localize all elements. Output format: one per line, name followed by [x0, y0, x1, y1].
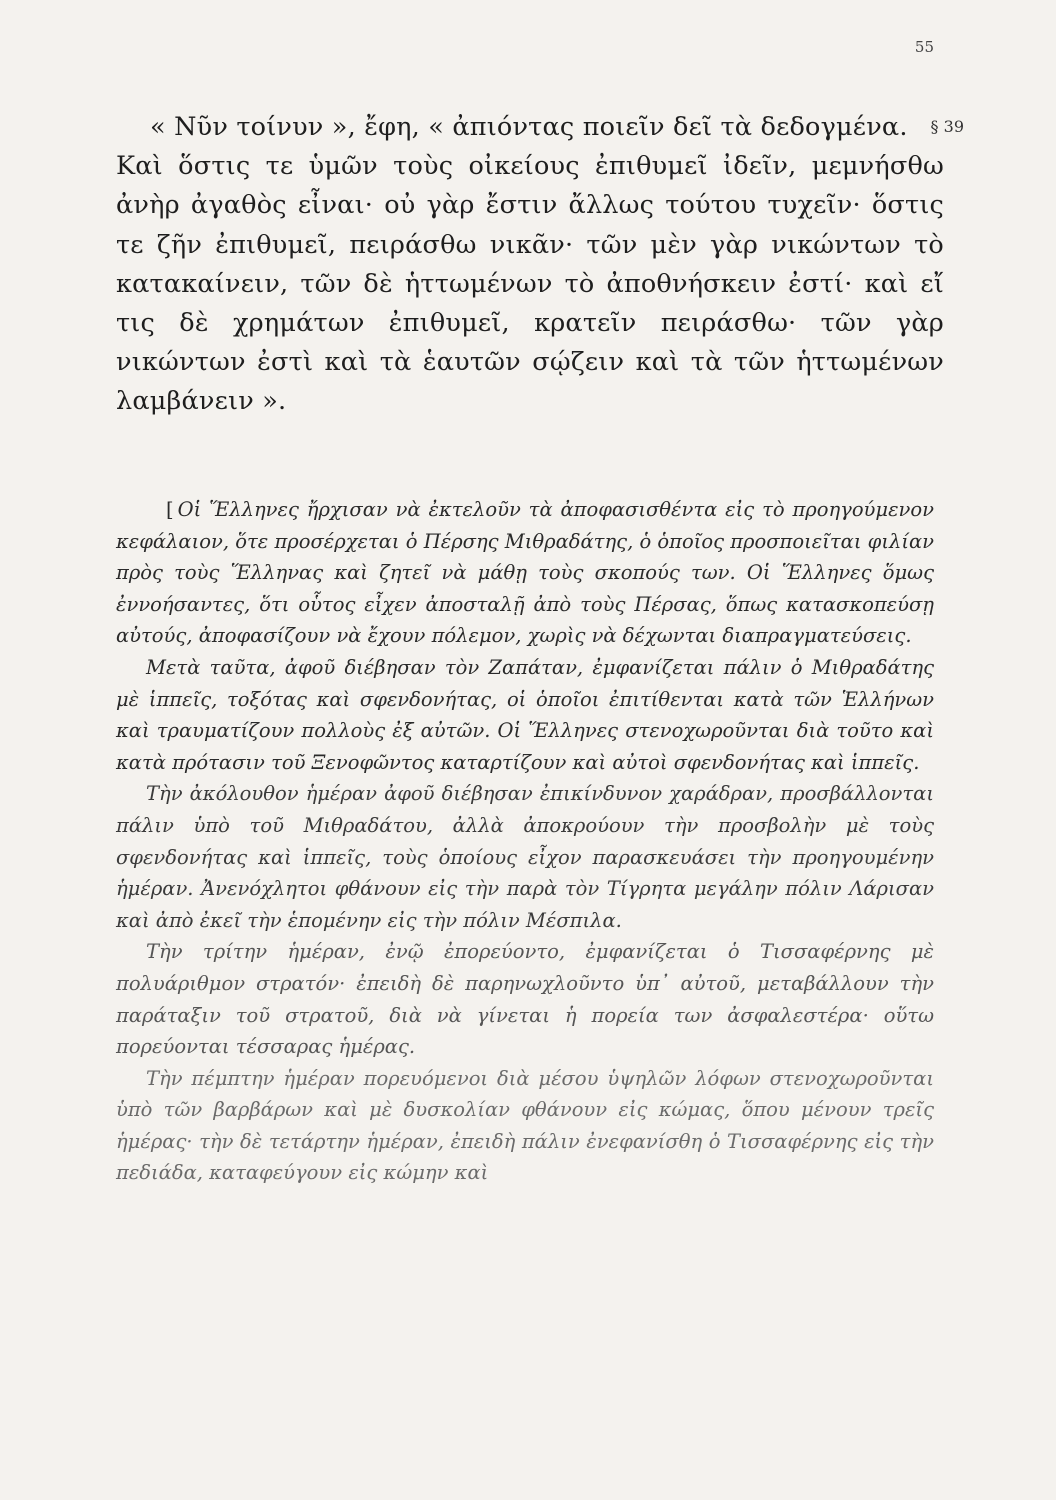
summary-paragraph: Τὴν πέμπτην ἡμέραν πορευόμενοι διὰ μέσου ὑψηλῶν λόφων στενοχωροῦνται ὑπὸ τῶν βαρβάρων καὶ μὲ δυσκολίαν φθάνουν εἰς κώμας, ὅπου μένουν τρεῖς ἡμέρας· τὴν δὲ τετάρτην ἡμέραν, ἐπειδὴ πάλιν ἐνεφανίσθη ὁ Τισσαφέρνης εἰς τὴν πεδιάδα, καταφεύγουν εἰς κώμην καὶ [116, 1066, 934, 1185]
page-number: 55 [914, 38, 934, 56]
summary-paragraph [116, 494, 934, 652]
summary-paragraph-text: Οἱ Ἕλληνες ἤρχισαν νὰ ἐκτελοῦν τὰ ἀποφασισθέντα εἰς τὸ προηγούμενον κεφάλαιον, ὅτε προσέρχεται ὁ Πέρσης Μιθραδάτης, ὁ ὁποῖος προσποιεῖται φιλίαν πρὸς τοὺς Ἕλληνας καὶ ζητεῖ νὰ μάθῃ τοὺς σκοπούς των. Οἱ Ἕλληνες ὅμως ἐννοήσαντες, ὅτι οὗτος εἶχεν ἀποσταλῇ ἀπὸ τοὺς Πέρσας, ὅπως κατασκοπεύσῃ αὐτούς, ἀποφασίζουν νὰ ἔχουν πόλεμον, χωρὶς νὰ δέχωνται διαπραγματεύσεις. [116, 498, 934, 648]
summary-paragraph: Μετὰ ταῦτα, ἀφοῦ διέβησαν τὸν Ζαπάταν, ἐμφανίζεται πάλιν ὁ Μιθραδάτης μὲ ἱππεῖς, τοξότας καὶ σφενδονήτας, οἱ ὁποῖοι ἐπιτίθενται κατὰ τῶν Ἑλλήνων καὶ τραυματίζουν πολλοὺς ἐξ αὐτῶν. Οἱ Ἕλληνες στενοχωροῦνται διὰ τοῦτο καὶ κατὰ πρότασιν τοῦ Ξενοφῶντος καταρτίζουν καὶ αὐτοὶ σφενδονήτας καὶ ἱππεῖς. [116, 655, 934, 774]
passage-body: Καὶ ὅστις τε ὑμῶν τοὺς οἰκείους ἐπιθυμεῖ ἰδεῖν, μεμνήσθω ἀνὴρ ἀγαθὸς εἶναι· οὐ γὰρ ἔστιν ἄλλως τούτου τυχεῖν· ὅστις τε ζῆν ἐπιθυμεῖ, πειράσθω νικᾶν· τῶν μὲν γὰρ νικώντων τὸ κατακαίνειν, τῶν δὲ ἡττωμένων τὸ ἀποθνήσκειν ἐστί· καὶ εἴ τις δὲ χρημάτων ἐπιθυμεῖ, κρατεῖν πειράσθω· τῶν γὰρ νικώντων ἐστὶ καὶ τὰ ἑαυτῶν σῴζειν καὶ τὰ τῶν ἡττωμένων λαμβάνειν ». [116, 151, 944, 417]
section-reference: § 39 [930, 117, 964, 136]
summary-paragraph: Τὴν ἀκόλουθον ἡμέραν ἀφοῦ διέβησαν ἐπικίνδυνον χαράδραν, προσβάλλονται πάλιν ὑπὸ τοῦ Μιθραδάτου, ἀλλὰ ἀποκρούουν τὴν προσβολὴν μὲ τοὺς σφενδονήτας καὶ ἱππεῖς, τοὺς ὁποίους εἶχον παρασκευάσει τὴν προηγουμένην ἡμέραν. Ἀνενόχλητοι φθάνουν εἰς τὴν παρὰ τὸν Τίγρητα μεγάλην πόλιν Λάρισαν καὶ ἀπὸ ἐκεῖ τὴν ἑπομένην εἰς τὴν πόλιν Μέσπιλα. [116, 782, 934, 932]
ancient-greek-passage [116, 108, 944, 422]
modern-greek-summary [116, 494, 934, 1189]
opening-bracket: [ [166, 498, 174, 521]
summary-paragraph: Τὴν τρίτην ἡμέραν, ἐνῷ ἐπορεύοντο, ἐμφανίζεται ὁ Τισσαφέρνης μὲ πολυάριθμον στρατόν· ἐπειδὴ δὲ παρηνωχλοῦντο ὑπ᾽ αὐτοῦ, μεταβάλλουν τὴν παράταξιν τοῦ στρατοῦ, διὰ νὰ γίνεται ἡ πορεία των ἀσφαλεστέρα· οὕτω πορεύονται τέσσαρας ἡμέρας. [116, 940, 934, 1059]
passage-opening-line: « Νῦν τοίνυν », ἔφη, « ἀπιόντας ποιεῖν δεῖ τὰ δεδογμένα. [150, 112, 908, 142]
